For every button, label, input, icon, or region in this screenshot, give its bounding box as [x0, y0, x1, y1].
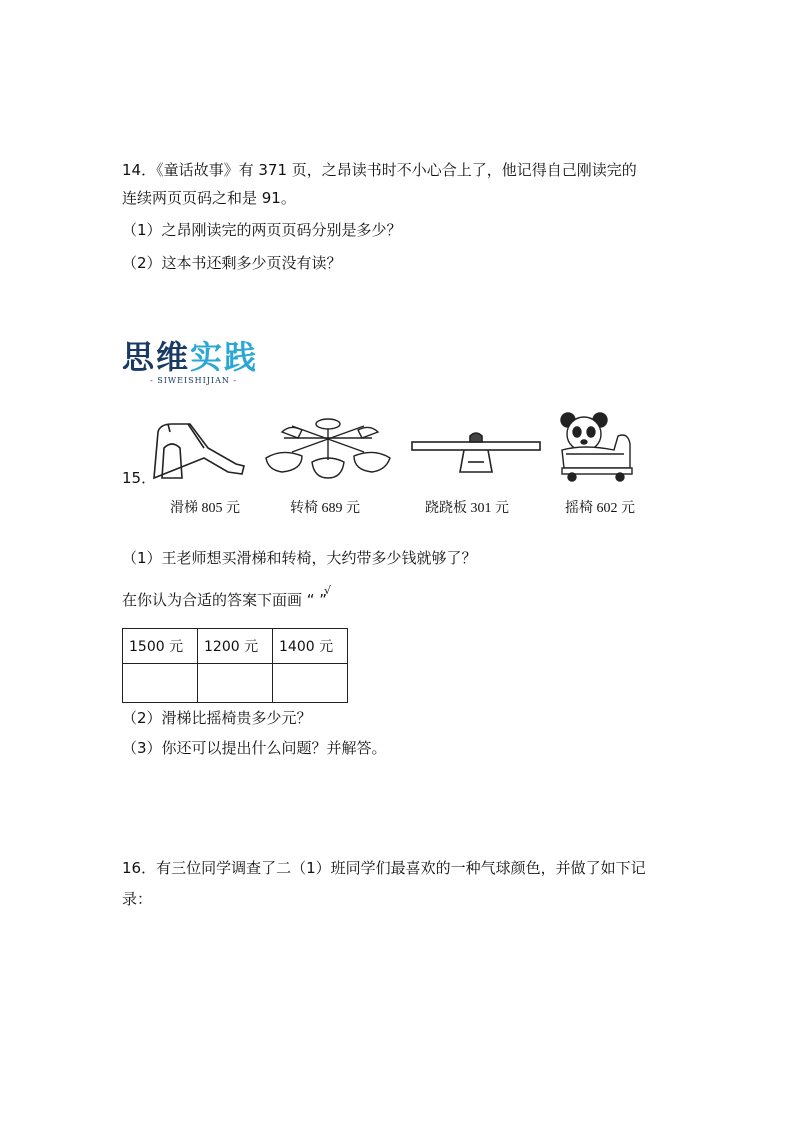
panda-rocking-chair-icon	[558, 410, 634, 482]
q16-line-2: 录：	[122, 890, 153, 908]
answer-cell-1400[interactable]	[273, 664, 348, 703]
answer-table-header-row	[123, 629, 348, 664]
q15-instruction: 在你认为合适的答案下面画 “ ”	[122, 591, 328, 609]
logo-subtitle: - SIWEISHIJIAN -	[150, 376, 238, 385]
logo-title	[122, 338, 272, 376]
answer-cell-1200[interactable]	[198, 664, 273, 703]
answer-table-blank-row	[123, 664, 348, 703]
answer-cell-1500[interactable]	[123, 664, 198, 703]
q15-sub-question-3: （3）你还可以提出什么问题？并解答。	[122, 739, 387, 757]
seesaw-icon	[408, 428, 544, 476]
rotating-chair-icon	[262, 412, 394, 484]
answer-option-1500: 1500 元	[123, 629, 198, 664]
siweishijian-logo	[122, 338, 272, 392]
logo-title-part-1: 思维	[122, 338, 191, 376]
price-seesaw: 跷跷板 301 元	[425, 501, 509, 516]
logo-title-part-2: 实践	[190, 338, 259, 376]
price-slide: 滑梯 805 元	[170, 501, 240, 516]
answer-option-1200: 1200 元	[198, 629, 273, 664]
price-rotating-chair: 转椅 689 元	[290, 501, 360, 516]
slide-icon	[148, 418, 248, 482]
q14-sub-question-1: （1）之昂刚读完的两页页码分别是多少？	[122, 221, 402, 239]
price-rocking-chair: 摇椅 602 元	[565, 501, 635, 516]
q14-line-2: 连续两页页码之和是 91。	[122, 189, 296, 207]
q14-sub-question-2: （2）这本书还剩多少页没有读？	[122, 254, 342, 272]
answer-table	[122, 628, 348, 703]
q15-sub-question-2: （2）滑梯比摇椅贵多少元？	[122, 709, 312, 727]
q14-line-1: 14．《童话故事》有 371 页，之昂读书时不小心合上了，他记得自己刚读完的	[122, 161, 637, 179]
check-mark: √	[324, 584, 332, 597]
q15-sub-question-1: （1）王老师想买滑梯和转椅，大约带多少钱就够了？	[122, 549, 477, 567]
q15-number: 15．	[122, 469, 157, 487]
q16-line-1: 16．有三位同学调查了二（1）班同学们最喜欢的一种气球颜色，并做了如下记	[122, 859, 646, 877]
answer-option-1400: 1400 元	[273, 629, 348, 664]
